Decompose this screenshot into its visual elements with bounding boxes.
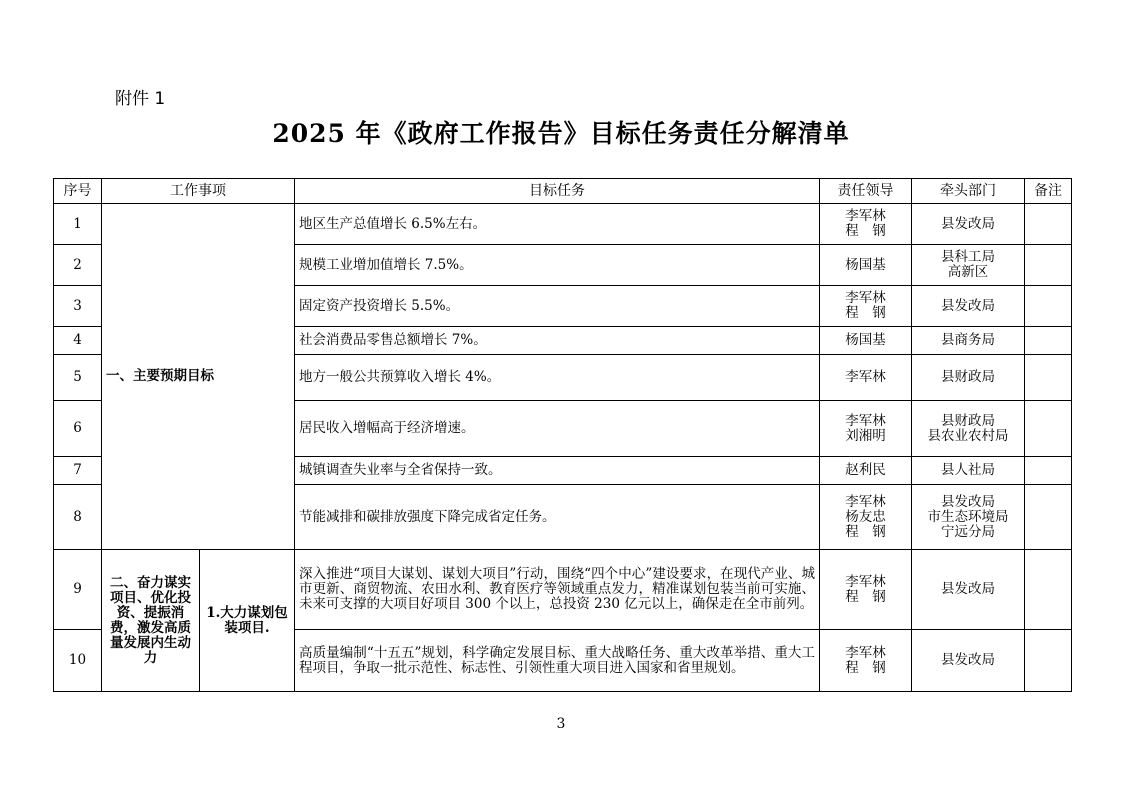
row-note	[1025, 485, 1072, 550]
row-note	[1025, 457, 1072, 485]
row-depts: 县科工局 高新区	[912, 245, 1025, 286]
row-note	[1025, 401, 1072, 457]
row-leaders: 杨国基	[820, 327, 912, 355]
table-row	[54, 204, 1072, 245]
row-leaders: 李军林 刘湘明	[820, 401, 912, 457]
row-seq: 3	[54, 286, 102, 327]
row-depts: 县发改局	[912, 204, 1025, 245]
row-leaders: 李军林 程 钢	[820, 550, 912, 630]
row-task: 城镇调查失业率与全省保持一致。	[295, 457, 820, 485]
row-depts: 县财政局 县农业农村局	[912, 401, 1025, 457]
row-task: 地方一般公共预算收入增长 4%。	[295, 355, 820, 401]
page-number: 3	[556, 716, 566, 732]
row-depts: 县发改局	[912, 550, 1025, 630]
row-leaders: 李军林 程 钢	[820, 286, 912, 327]
row-leaders: 赵利民	[820, 457, 912, 485]
row-depts: 县财政局	[912, 355, 1025, 401]
table-header-row	[54, 179, 1072, 204]
subcategory-project-planning: 1.大力谋划包装项目.	[200, 550, 295, 692]
header-note: 备注	[1025, 179, 1072, 204]
header-leader: 责任领导	[820, 179, 912, 204]
header-item: 工作事项	[102, 179, 295, 204]
row-task: 节能减排和碳排放强度下降完成省定任务。	[295, 485, 820, 550]
row-depts: 县发改局	[912, 286, 1025, 327]
table-row	[54, 550, 1072, 630]
row-seq: 10	[54, 630, 102, 692]
row-seq: 5	[54, 355, 102, 401]
row-task: 深入推进“项目大谋划、谋划大项目”行动，围绕“四个中心”建设要求，在现代产业、城市更新、商贸物流、农田水利、教育医疗等领域重点发力，精准谋划包装当前可实施、未来可支撑的大项目好项目 300 个以上，总投资 230 亿元以上，确保走在全市前列。	[295, 550, 820, 630]
row-leaders: 李军林 程 钢	[820, 204, 912, 245]
category-projects-investment: 二、奋力谋实项目、优化投资、提振消费，激发高质量发展内生动力	[102, 550, 200, 692]
row-leaders: 李军林 杨友忠 程 钢	[820, 485, 912, 550]
row-note	[1025, 550, 1072, 630]
row-task: 规模工业增加值增长 7.5%。	[295, 245, 820, 286]
header-task: 目标任务	[295, 179, 820, 204]
attachment-label: 附件 1	[115, 89, 166, 109]
row-seq: 7	[54, 457, 102, 485]
row-task: 高质量编制“十五五”规划，科学确定发展目标、重大战略任务、重大改革举措、重大工程项目，争取一批示范性、标志性、引领性重大项目进入国家和省里规划。	[295, 630, 820, 692]
document-title: 2025 年《政府工作报告》目标任务责任分解清单	[272, 119, 850, 148]
row-leaders: 李军林 程 钢	[820, 630, 912, 692]
row-leaders: 李军林	[820, 355, 912, 401]
row-depts: 县发改局 市生态环境局 宁远分局	[912, 485, 1025, 550]
row-task: 地区生产总值增长 6.5%左右。	[295, 204, 820, 245]
row-seq: 1	[54, 204, 102, 245]
row-note	[1025, 245, 1072, 286]
header-dept: 牵头部门	[912, 179, 1025, 204]
row-task: 居民收入增幅高于经济增速。	[295, 401, 820, 457]
row-note	[1025, 327, 1072, 355]
row-depts: 县发改局	[912, 630, 1025, 692]
category-main-targets: 一、主要预期目标	[102, 204, 295, 550]
row-depts: 县人社局	[912, 457, 1025, 485]
row-seq: 6	[54, 401, 102, 457]
row-depts: 县商务局	[912, 327, 1025, 355]
row-seq: 4	[54, 327, 102, 355]
row-note	[1025, 286, 1072, 327]
header-seq: 序号	[54, 179, 102, 204]
row-seq: 8	[54, 485, 102, 550]
row-task: 社会消费品零售总额增长 7%。	[295, 327, 820, 355]
row-note	[1025, 630, 1072, 692]
row-note	[1025, 355, 1072, 401]
row-note	[1025, 204, 1072, 245]
row-seq: 2	[54, 245, 102, 286]
task-table	[53, 178, 1072, 692]
row-task: 固定资产投资增长 5.5%。	[295, 286, 820, 327]
row-leaders: 杨国基	[820, 245, 912, 286]
row-seq: 9	[54, 550, 102, 630]
